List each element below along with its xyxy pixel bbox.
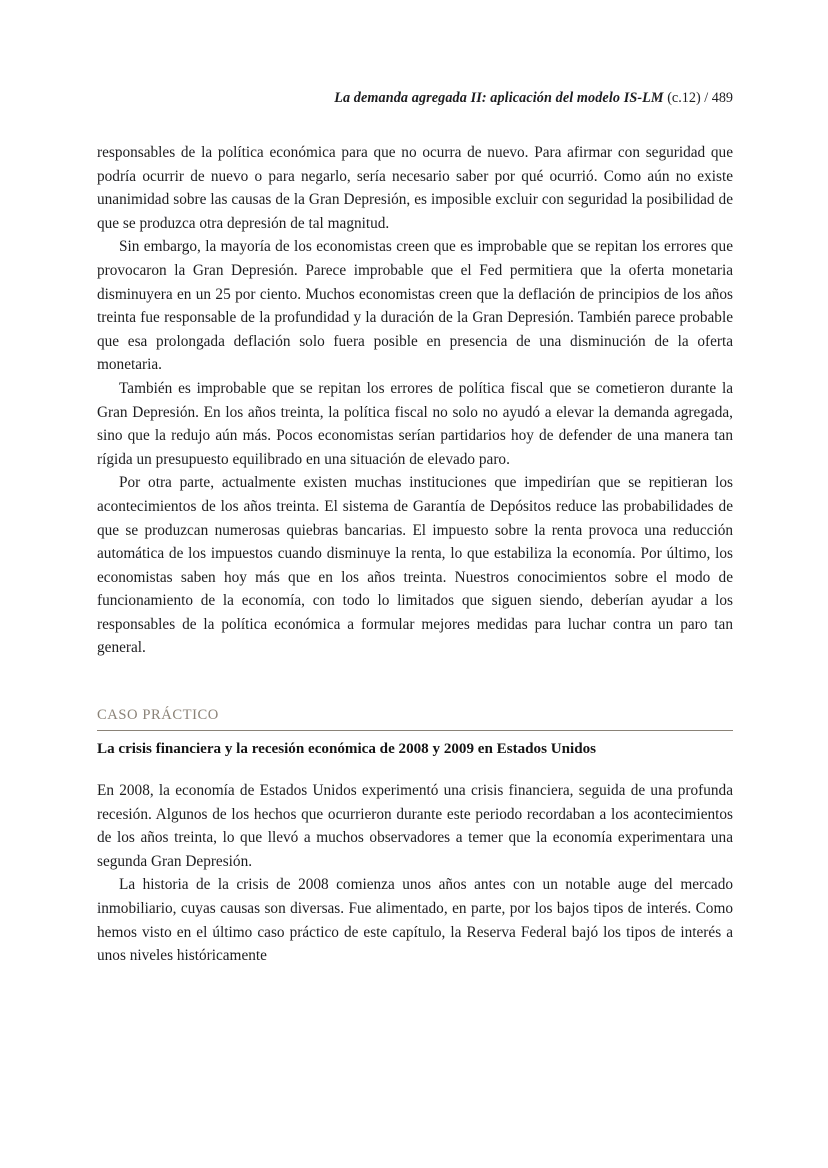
case-study-title: La crisis financiera y la recesión económica de 2008 y 2009 en Estados Unidos (97, 741, 597, 758)
case-paragraph-1: En 2008, la economía de Estados Unidos experimentó una crisis financiera, seguida de una profunda recesión. Algunos de los hechos que ocurrieron durante este periodo recordaban a los acontecimientos de los años treinta, lo que llevó a muchos observadores a temer que la economía experimentara una segunda Gran Depresión. (97, 782, 733, 870)
running-head (97, 88, 733, 108)
page-number: 489 (711, 90, 733, 106)
paragraph-1: responsables de la política económica para que no ocurra de nuevo. Para afirmar con seguridad que podría ocurrir de nuevo o para negarlo, sería necesario saber por qué ocurrió. Como aún no existe unanimidad sobre las causas de la Gran Depresión, es imposible excluir con seguridad la posibilidad de que se produzca otra depresión de tal magnitud. (97, 144, 733, 232)
running-head-separator: / (704, 90, 709, 106)
running-head-chapter: (c.12) (667, 90, 701, 106)
paragraph-4: Por otra parte, actualmente existen muchas instituciones que impedirían que se repitieran los acontecimientos de los años treinta. El sistema de Garantía de Depósitos reduce las probabilidades de que se produzcan numerosas quiebras bancarias. El impuesto sobre la renta provoca una reducción automática de los impuestos cuando disminuye la renta, lo que estabiliza la economía. Por último, los economistas saben hoy más que en los años treinta. Nuestros conocimientos sobre el modo de funcionamiento de la economía, con todo lo limitados que siguen siendo, deberían ayudar a los responsables de la política económica a formular mejores medidas para luchar contra un paro tan general. (97, 474, 733, 657)
running-head-title: La demanda agregada II: aplicación del modelo IS-LM (334, 90, 664, 106)
case-paragraph-2: La historia de la crisis de 2008 comienza unos años antes con un notable auge del mercado inmobiliario, cuyas causas son diversas. Fue alimentado, en parte, por los bajos tipos de interés. Como hemos visto en el último caso práctico de este capítulo, la Reserva Federal bajó los tipos de interés a unos niveles históricamente (97, 876, 733, 965)
case-study-kicker: CASO PRÁCTICO (97, 707, 219, 724)
case-study-section (97, 705, 733, 968)
text-column (97, 141, 733, 968)
paragraph-2: Sin embargo, la mayoría de los economistas creen que es improbable que se repitan los errores que provocaron la Gran Depresión. Parece improbable que el Fed permitiera que la oferta monetaria disminuyera en un 25 por ciento. Muchos economistas creen que la deflación de principios de los años treinta fue responsable de la profundidad y la duración de la Gran Depresión. También parece probable que esa prolongada deflación solo fuera posible en presencia de una disminución de la oferta monetaria. (97, 238, 733, 374)
paragraph-3: También es improbable que se repitan los errores de política fiscal que se cometieron durante la Gran Depresión. En los años treinta, la política fiscal no solo no ayudó a elevar la demanda agregada, sino que la redujo aún más. Pocos economistas serían partidarios hoy de defender de una manera tan rígida un presupuesto equilibrado en una situación de elevado paro. (97, 379, 733, 468)
case-study-divider (97, 730, 733, 731)
case-study-body (97, 779, 733, 968)
